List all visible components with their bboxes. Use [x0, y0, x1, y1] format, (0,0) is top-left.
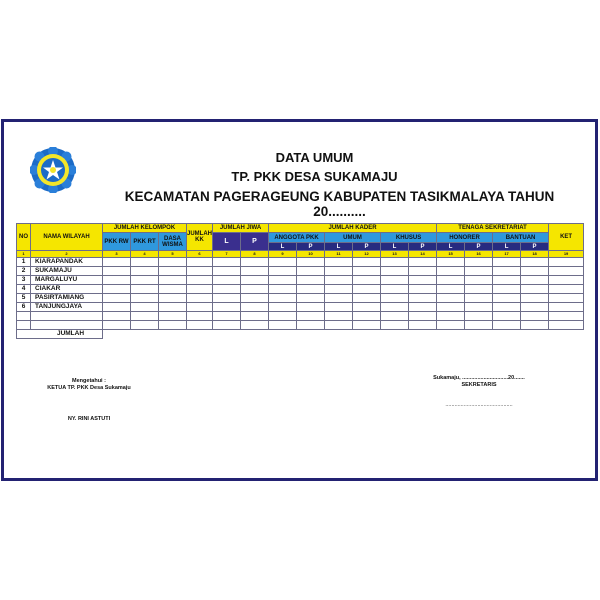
data-cell[interactable] — [131, 267, 159, 276]
data-cell[interactable] — [381, 294, 409, 303]
col-jumlah-kader-header: JUMLAH KADER — [269, 224, 437, 233]
data-cell[interactable] — [103, 276, 131, 285]
data-cell[interactable] — [213, 303, 241, 312]
col-pkk-rw-header: PKK RW — [103, 233, 131, 251]
data-cell[interactable] — [549, 258, 584, 267]
data-cell[interactable] — [159, 276, 187, 285]
data-cell[interactable] — [159, 312, 187, 321]
data-cell[interactable] — [353, 267, 381, 276]
data-cell[interactable] — [103, 321, 131, 330]
data-cell[interactable] — [465, 321, 493, 330]
data-cell[interactable] — [241, 303, 269, 312]
col-honorer-p: P — [465, 243, 493, 251]
data-cell[interactable] — [131, 312, 159, 321]
data-cell[interactable] — [131, 321, 159, 330]
row-number: 2 — [17, 267, 31, 276]
jumlah-label: JUMLAH — [17, 330, 103, 339]
data-cell[interactable] — [325, 303, 353, 312]
data-cell[interactable] — [297, 267, 325, 276]
data-cell[interactable] — [269, 303, 297, 312]
data-cell[interactable] — [437, 276, 465, 285]
data-cell[interactable] — [465, 294, 493, 303]
data-cell[interactable] — [381, 303, 409, 312]
data-cell[interactable] — [159, 321, 187, 330]
col-jiwa-l-header: L — [213, 233, 241, 251]
column-number-17: 17 — [493, 251, 521, 258]
data-cell[interactable] — [409, 258, 437, 267]
column-number-19: 19 — [549, 251, 584, 258]
data-cell[interactable] — [103, 267, 131, 276]
col-honorer-l: L — [437, 243, 465, 251]
column-number-1: 1 — [17, 251, 31, 258]
row-wilayah-name: TANJUNGJAYA — [31, 303, 103, 312]
data-table — [16, 223, 584, 339]
table-row — [17, 321, 584, 330]
data-cell[interactable] — [521, 267, 549, 276]
data-cell[interactable] — [131, 294, 159, 303]
col-anggota-l: L — [269, 243, 297, 251]
data-cell[interactable] — [549, 267, 584, 276]
data-cell[interactable] — [409, 276, 437, 285]
column-number-5: 5 — [159, 251, 187, 258]
mengetahui-label: Mengetahui : — [72, 378, 106, 384]
table-row — [17, 312, 584, 321]
data-cell[interactable] — [381, 285, 409, 294]
table-row — [17, 267, 584, 276]
data-cell[interactable] — [409, 285, 437, 294]
data-cell[interactable] — [241, 258, 269, 267]
title-tp-pkk: TP. PKK DESA SUKAMAJU — [231, 169, 398, 184]
data-cell[interactable] — [549, 294, 584, 303]
data-cell[interactable] — [381, 258, 409, 267]
column-number-13: 13 — [381, 251, 409, 258]
data-cell[interactable] — [521, 285, 549, 294]
place-date: Sukamaju, ..............................20....... — [433, 375, 525, 381]
col-umum-l: L — [325, 243, 353, 251]
data-cell[interactable] — [353, 258, 381, 267]
data-cell[interactable] — [213, 312, 241, 321]
row-number: 4 — [17, 285, 31, 294]
data-cell[interactable] — [213, 294, 241, 303]
data-cell[interactable] — [493, 312, 521, 321]
sekretaris-signature-line: ............................................ — [445, 402, 513, 408]
col-jumlah-jiwa-header: JUMLAH JIWA — [213, 224, 269, 233]
data-cell[interactable] — [131, 285, 159, 294]
col-anggota-p: P — [297, 243, 325, 251]
column-number-7: 7 — [213, 251, 241, 258]
data-cell[interactable] — [465, 303, 493, 312]
data-cell[interactable] — [521, 312, 549, 321]
data-cell[interactable] — [325, 276, 353, 285]
table-row — [17, 276, 584, 285]
data-cell[interactable] — [493, 303, 521, 312]
data-cell[interactable] — [521, 258, 549, 267]
col-khusus-l: L — [381, 243, 409, 251]
data-cell[interactable] — [159, 303, 187, 312]
data-cell[interactable] — [381, 312, 409, 321]
data-cell[interactable] — [269, 312, 297, 321]
data-cell[interactable] — [187, 294, 213, 303]
data-cell[interactable] — [353, 294, 381, 303]
data-cell[interactable] — [213, 258, 241, 267]
data-cell[interactable] — [187, 303, 213, 312]
col-anggota-pkk-header: ANGGOTA PKK — [269, 233, 325, 243]
row-wilayah-name: CIAKAR — [31, 285, 103, 294]
col-jumlah-kk-header: JUMLAH KK — [187, 224, 213, 251]
column-number-row — [17, 251, 584, 258]
data-cell[interactable] — [521, 294, 549, 303]
data-cell[interactable] — [465, 258, 493, 267]
data-cell[interactable] — [381, 267, 409, 276]
data-cell[interactable] — [325, 312, 353, 321]
data-cell[interactable] — [549, 276, 584, 285]
row-number — [17, 321, 31, 330]
data-cell[interactable] — [103, 258, 131, 267]
col-umum-header: UMUM — [325, 233, 381, 243]
form-board — [1, 119, 598, 481]
row-wilayah-name: MARGALUYU — [31, 276, 103, 285]
table-row — [17, 285, 584, 294]
data-cell[interactable] — [325, 294, 353, 303]
data-cell[interactable] — [493, 258, 521, 267]
data-cell[interactable] — [521, 276, 549, 285]
data-cell[interactable] — [297, 258, 325, 267]
data-cell[interactable] — [269, 267, 297, 276]
data-cell[interactable] — [241, 276, 269, 285]
column-number-10: 10 — [297, 251, 325, 258]
data-cell[interactable] — [187, 321, 213, 330]
col-bantuan-header: BANTUAN — [493, 233, 549, 243]
data-cell[interactable] — [241, 285, 269, 294]
data-cell[interactable] — [437, 303, 465, 312]
data-cell[interactable] — [269, 285, 297, 294]
data-cell[interactable] — [325, 321, 353, 330]
data-cell[interactable] — [353, 276, 381, 285]
column-number-18: 18 — [521, 251, 549, 258]
row-wilayah-name — [31, 312, 103, 321]
signature-ketua — [4, 378, 174, 422]
data-cell[interactable] — [493, 267, 521, 276]
row-number: 3 — [17, 276, 31, 285]
data-cell[interactable] — [103, 285, 131, 294]
data-cell[interactable] — [437, 312, 465, 321]
data-cell[interactable] — [297, 285, 325, 294]
data-cell[interactable] — [325, 267, 353, 276]
data-cell[interactable] — [269, 321, 297, 330]
data-cell[interactable] — [493, 285, 521, 294]
ketua-label: KETUA TP. PKK Desa Sukamaju — [47, 385, 131, 391]
column-number-3: 3 — [103, 251, 131, 258]
data-cell[interactable] — [353, 312, 381, 321]
col-jiwa-p-header: P — [241, 233, 269, 251]
column-number-9: 9 — [269, 251, 297, 258]
data-cell[interactable] — [297, 294, 325, 303]
data-cell[interactable] — [297, 312, 325, 321]
data-cell[interactable] — [159, 285, 187, 294]
row-number: 6 — [17, 303, 31, 312]
column-number-8: 8 — [241, 251, 269, 258]
col-jumlah-kelompok-header: JUMLAH KELOMPOK — [103, 224, 187, 233]
data-cell[interactable] — [187, 312, 213, 321]
data-cell[interactable] — [465, 267, 493, 276]
data-cell[interactable] — [213, 267, 241, 276]
row-number — [17, 312, 31, 321]
signature-sekretaris — [384, 375, 574, 408]
col-ket-header: KET — [549, 224, 584, 251]
table-row — [17, 303, 584, 312]
col-dasa-wisma-header: DASA WISMA — [159, 233, 187, 251]
data-cell[interactable] — [353, 285, 381, 294]
data-cell[interactable] — [409, 303, 437, 312]
table-row — [17, 294, 584, 303]
col-tenaga-sekretariat-header: TENAGA SEKRETARIAT — [437, 224, 549, 233]
data-cell[interactable] — [437, 321, 465, 330]
column-number-6: 6 — [187, 251, 213, 258]
data-cell[interactable] — [297, 276, 325, 285]
row-wilayah-name: PASIRTAMIANG — [31, 294, 103, 303]
data-cell[interactable] — [437, 294, 465, 303]
data-cell[interactable] — [353, 321, 381, 330]
data-cell[interactable] — [103, 303, 131, 312]
row-number: 5 — [17, 294, 31, 303]
title-kecamatan: KECAMATAN PAGERAGEUNG KABUPATEN TASIKMALAYA TAHUN 20.......... — [124, 189, 555, 219]
row-number: 1 — [17, 258, 31, 267]
row-wilayah-name — [31, 321, 103, 330]
col-bantuan-l: L — [493, 243, 521, 251]
col-nama-wilayah-header: NAMA WILAYAH — [31, 224, 103, 251]
data-cell[interactable] — [187, 276, 213, 285]
data-cell[interactable] — [381, 276, 409, 285]
data-cell[interactable] — [353, 303, 381, 312]
data-cell[interactable] — [549, 303, 584, 312]
data-cell[interactable] — [213, 285, 241, 294]
data-cell[interactable] — [437, 285, 465, 294]
data-cell[interactable] — [131, 258, 159, 267]
column-number-2: 2 — [31, 251, 103, 258]
data-cell[interactable] — [409, 321, 437, 330]
data-cell[interactable] — [409, 267, 437, 276]
data-cell[interactable] — [437, 258, 465, 267]
col-khusus-header: KHUSUS — [381, 233, 437, 243]
data-cell[interactable] — [381, 321, 409, 330]
data-cell[interactable] — [409, 294, 437, 303]
data-cell[interactable] — [549, 321, 584, 330]
data-cell[interactable] — [465, 276, 493, 285]
column-number-16: 16 — [465, 251, 493, 258]
data-cell[interactable] — [187, 285, 213, 294]
col-khusus-p: P — [409, 243, 437, 251]
data-cell[interactable] — [241, 267, 269, 276]
column-number-14: 14 — [409, 251, 437, 258]
data-cell[interactable] — [269, 276, 297, 285]
data-cell[interactable] — [409, 312, 437, 321]
data-cell[interactable] — [493, 294, 521, 303]
data-cell[interactable] — [241, 321, 269, 330]
row-wilayah-name: SUKAMAJU — [31, 267, 103, 276]
col-bantuan-p: P — [521, 243, 549, 251]
table-row — [17, 258, 584, 267]
data-cell[interactable] — [187, 258, 213, 267]
col-honorer-header: HONORER — [437, 233, 493, 243]
column-number-4: 4 — [131, 251, 159, 258]
data-cell[interactable] — [465, 312, 493, 321]
column-number-11: 11 — [325, 251, 353, 258]
data-cell[interactable] — [493, 276, 521, 285]
ketua-name: NY. RINI ASTUTI — [67, 416, 111, 422]
data-cell[interactable] — [521, 303, 549, 312]
data-cell[interactable] — [241, 312, 269, 321]
column-number-15: 15 — [437, 251, 465, 258]
data-cell[interactable] — [103, 312, 131, 321]
data-cell[interactable] — [159, 294, 187, 303]
data-cell[interactable] — [131, 276, 159, 285]
data-cell[interactable] — [269, 258, 297, 267]
sekretaris-label: SEKRETARIS — [461, 382, 497, 388]
data-cell[interactable] — [213, 321, 241, 330]
data-cell[interactable] — [159, 267, 187, 276]
data-cell[interactable] — [297, 321, 325, 330]
col-umum-p: P — [353, 243, 381, 251]
data-cell[interactable] — [187, 267, 213, 276]
data-cell[interactable] — [269, 294, 297, 303]
data-cell[interactable] — [549, 285, 584, 294]
data-cell[interactable] — [213, 276, 241, 285]
data-cell[interactable] — [103, 294, 131, 303]
title-data-umum: DATA UMUM — [275, 150, 354, 165]
data-cell[interactable] — [325, 258, 353, 267]
data-cell[interactable] — [159, 258, 187, 267]
row-wilayah-name: KIARAPANDAK — [31, 258, 103, 267]
data-cell[interactable] — [465, 285, 493, 294]
data-cell[interactable] — [241, 294, 269, 303]
column-number-12: 12 — [353, 251, 381, 258]
data-cell[interactable] — [297, 303, 325, 312]
data-cell[interactable] — [437, 267, 465, 276]
data-cell[interactable] — [325, 285, 353, 294]
col-no-header: NO — [17, 224, 31, 251]
data-cell[interactable] — [131, 303, 159, 312]
col-pkk-rt-header: PKK RT — [131, 233, 159, 251]
data-cell[interactable] — [521, 321, 549, 330]
data-cell[interactable] — [493, 321, 521, 330]
data-cell[interactable] — [549, 312, 584, 321]
